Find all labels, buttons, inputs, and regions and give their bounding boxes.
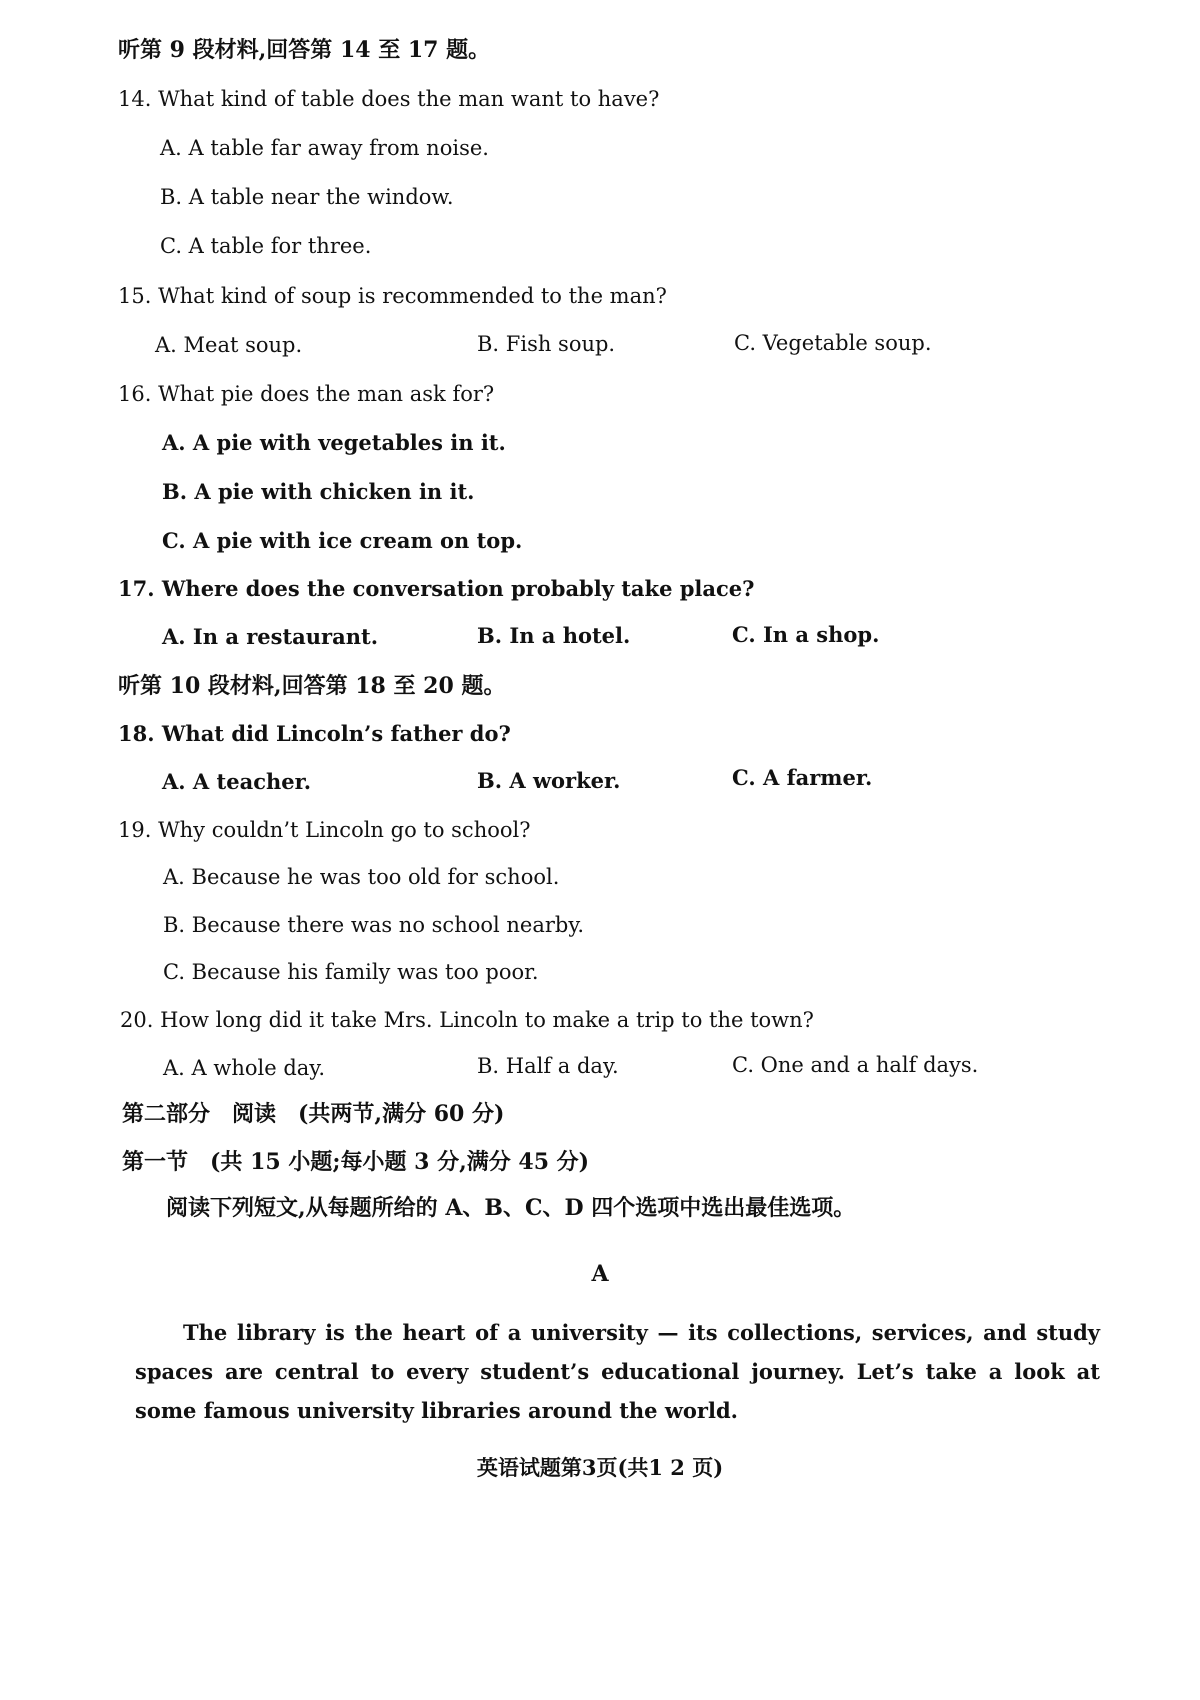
q14-option-a: A. A table far away from noise. bbox=[160, 136, 489, 160]
q19-option-c: C. Because his family was too poor. bbox=[163, 960, 539, 984]
q19-option-a: A. Because he was too old for school. bbox=[163, 865, 560, 889]
question-15: 15. What kind of soup is recommended to the man? bbox=[118, 284, 667, 308]
question-20: 20. How long did it take Mrs. Lincoln to make a trip to the town? bbox=[120, 1008, 814, 1032]
q18-option-c: C. A farmer. bbox=[732, 765, 873, 790]
q18-option-a: A. A teacher. bbox=[162, 769, 312, 794]
q15-option-b: B. Fish soup. bbox=[477, 332, 616, 356]
q20-option-b: B. Half a day. bbox=[477, 1054, 619, 1078]
part2-heading: 第二部分 阅读 (共两节,满分 60 分) bbox=[122, 1101, 505, 1127]
q16-option-c: C. A pie with ice cream on top. bbox=[162, 528, 523, 553]
page-footer: 英语试题第3页(共1 2 页) bbox=[476, 1455, 724, 1480]
question-19: 19. Why couldn’t Lincoln go to school? bbox=[118, 818, 531, 842]
q19-option-b: B. Because there was no school nearby. bbox=[163, 913, 585, 937]
q16-option-b: B. A pie with chicken in it. bbox=[162, 479, 475, 504]
q20-option-c: C. One and a half days. bbox=[732, 1053, 979, 1077]
question-16: 16. What pie does the man ask for? bbox=[118, 382, 495, 406]
section9-instruction: 听第 9 段材料,回答第 14 至 17 题。 bbox=[118, 37, 491, 63]
question-18: 18. What did Lincoln’s father do? bbox=[118, 721, 511, 746]
q15-option-c: C. Vegetable soup. bbox=[734, 331, 932, 355]
q17-option-c: C. In a shop. bbox=[732, 622, 880, 647]
section10-instruction: 听第 10 段材料,回答第 18 至 20 题。 bbox=[118, 673, 506, 699]
q14-option-c: C. A table for three. bbox=[160, 234, 372, 258]
passage-paragraph: The library is the heart of a university — its collections, services, and study spaces are central to every student’s educational journey. Let’s take a look at some famous university libraries around the world. bbox=[135, 1320, 1100, 1423]
question-14: 14. What kind of table does the man want to have? bbox=[118, 87, 660, 111]
q20-option-a: A. A whole day. bbox=[163, 1056, 326, 1080]
passage-label: A bbox=[591, 1261, 609, 1287]
q14-option-b: B. A table near the window. bbox=[160, 185, 454, 209]
q17-option-b: B. In a hotel. bbox=[477, 623, 631, 648]
question-17: 17. Where does the conversation probably take place? bbox=[118, 576, 755, 601]
reading-instruction: 阅读下列短文,从每题所给的 A、B、C、D 四个选项中选出最佳选项。 bbox=[166, 1195, 856, 1221]
q15-option-a: A. Meat soup. bbox=[155, 333, 303, 357]
q18-option-b: B. A worker. bbox=[477, 768, 621, 793]
q16-option-a: A. A pie with vegetables in it. bbox=[162, 430, 506, 455]
q17-option-a: A. In a restaurant. bbox=[162, 624, 379, 649]
section1-heading: 第一节 (共 15 小题;每小题 3 分,满分 45 分) bbox=[122, 1149, 590, 1175]
